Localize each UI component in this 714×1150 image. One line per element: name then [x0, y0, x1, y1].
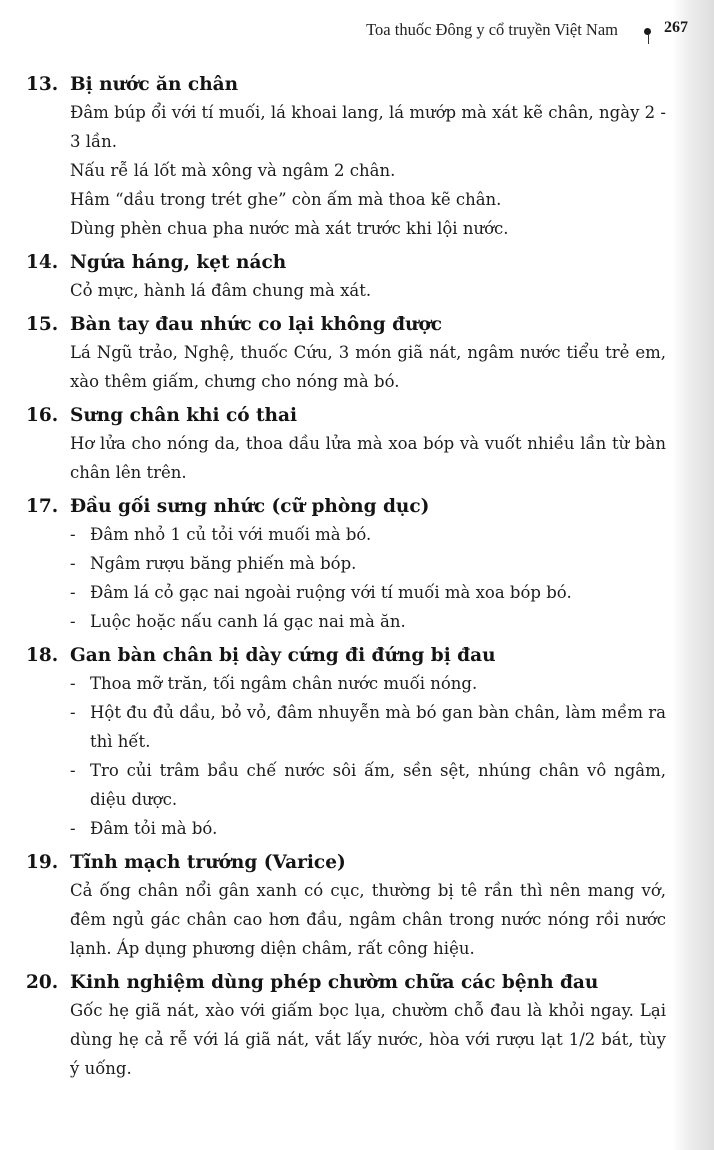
paragraph: Nấu rễ lá lốt mà xông và ngâm 2 chân.	[70, 161, 396, 180]
dash-bullet-icon: -	[70, 819, 76, 838]
dash-bullet-icon: -	[70, 761, 76, 780]
section-number: 13.	[26, 74, 59, 95]
section-body	[26, 276, 666, 305]
bullet-item	[70, 607, 666, 636]
paragraph: Hâm “dầu trong trét ghe” còn ấm mà thoa kẽ chân.	[70, 190, 502, 209]
bullet-item	[70, 520, 666, 549]
paragraph: Gốc hẹ giã nát, xào với giấm bọc lụa, chườm chỗ đau là khỏi ngay. Lại dùng hẹ cả rễ với lá giã nát, vắt lấy nước, hòa với rượu lạt 1/2 bát, tùy ý uống.	[70, 1001, 666, 1078]
bullet-text: Đâm nhỏ 1 củ tỏi với muối mà bó.	[90, 525, 372, 544]
section-17	[26, 494, 666, 636]
section-body	[26, 876, 666, 963]
page-number: 267	[664, 19, 688, 36]
bullet-item	[70, 669, 666, 698]
bullet-text: Hột đu đủ dầu, bỏ vỏ, đâm nhuyễn mà bó gan bàn chân, làm mềm ra thì hết.	[90, 703, 666, 751]
section-body	[26, 520, 666, 636]
section-heading	[26, 850, 666, 876]
bullet-item	[70, 756, 666, 814]
section-14	[26, 250, 666, 305]
bullet-item	[70, 814, 666, 843]
page-content	[26, 72, 666, 1090]
bullet-text: Ngâm rượu băng phiến mà bóp.	[90, 554, 357, 573]
section-title: Sưng chân khi có thai	[70, 405, 298, 426]
section-body	[26, 669, 666, 843]
dash-bullet-icon: -	[70, 703, 76, 722]
section-heading	[26, 643, 666, 669]
bullet-text: Tro củi trâm bầu chế nước sôi ấm, sền sệt, nhúng chân vô ngâm, diệu dược.	[90, 761, 666, 809]
bullet-text: Luộc hoặc nấu canh lá gạc nai mà ăn.	[90, 612, 406, 631]
section-number: 16.	[26, 405, 59, 426]
section-number: 15.	[26, 314, 59, 335]
bullet-text: Đâm lá cỏ gạc nai ngoài ruộng với tí muối mà xoa bóp bó.	[90, 583, 572, 602]
section-heading	[26, 494, 666, 520]
section-title: Tĩnh mạch trướng (Varice)	[70, 852, 346, 873]
section-body	[26, 338, 666, 396]
bullet-item	[70, 698, 666, 756]
dash-bullet-icon: -	[70, 612, 76, 631]
section-title: Bàn tay đau nhức co lại không được	[70, 314, 443, 335]
section-20	[26, 970, 666, 1083]
section-heading	[26, 970, 666, 996]
section-body	[26, 996, 666, 1083]
section-number: 20.	[26, 972, 59, 993]
section-title: Kinh nghiệm dùng phép chườm chữa các bệnh đau	[70, 972, 599, 993]
section-19	[26, 850, 666, 963]
header-divider	[648, 34, 649, 44]
section-title: Bị nước ăn chân	[70, 74, 239, 95]
section-title: Gan bàn chân bị dày cứng đi đứng bị đau	[70, 645, 496, 666]
section-18	[26, 643, 666, 843]
section-title: Đầu gối sưng nhức (cữ phòng dục)	[70, 496, 430, 517]
section-heading	[26, 312, 666, 338]
section-body	[26, 98, 666, 243]
paragraph: Hơ lửa cho nóng da, thoa dầu lửa mà xoa bóp và vuốt nhiều lần từ bàn chân lên trên.	[70, 434, 666, 482]
dash-bullet-icon: -	[70, 554, 76, 573]
bullet-text: Đâm tỏi mà bó.	[90, 819, 218, 838]
dash-bullet-icon: -	[70, 674, 76, 693]
running-header	[0, 18, 714, 44]
header-title: Toa thuốc Đông y cổ truyền Việt Nam	[366, 20, 618, 39]
page-edge-shadow	[672, 0, 714, 1150]
dash-bullet-icon: -	[70, 525, 76, 544]
section-title: Ngứa háng, kẹt nách	[70, 252, 287, 273]
paragraph: Cỏ mực, hành lá đâm chung mà xát.	[70, 281, 372, 300]
section-heading	[26, 72, 666, 98]
section-16	[26, 403, 666, 487]
bullet-text: Thoa mỡ trăn, tối ngâm chân nước muối nóng.	[90, 674, 478, 693]
section-number: 14.	[26, 252, 59, 273]
paragraph: Dùng phèn chua pha nước mà xát trước khi lội nước.	[70, 219, 509, 238]
bullet-item	[70, 549, 666, 578]
paragraph: Lá Ngũ trảo, Nghệ, thuốc Cứu, 3 món giã nát, ngâm nước tiểu trẻ em, xào thêm giấm, chưng cho nóng mà bó.	[70, 343, 666, 391]
section-number: 18.	[26, 645, 59, 666]
section-heading	[26, 403, 666, 429]
section-13	[26, 72, 666, 243]
bullet-item	[70, 578, 666, 607]
paragraph: Cả ống chân nổi gân xanh có cục, thường bị tê rần thì nên mang vớ, đêm ngủ gác chân cao hơn đầu, ngâm chân trong nước nóng rồi nước lạnh. Áp dụng phương diện châm, rất công hiệu.	[70, 881, 666, 958]
section-heading	[26, 250, 666, 276]
section-number: 19.	[26, 852, 59, 873]
section-15	[26, 312, 666, 396]
section-body	[26, 429, 666, 487]
paragraph: Đâm búp ổi với tí muối, lá khoai lang, lá mướp mà xát kẽ chân, ngày 2 - 3 lần.	[70, 103, 666, 151]
section-number: 17.	[26, 496, 59, 517]
dash-bullet-icon: -	[70, 583, 76, 602]
